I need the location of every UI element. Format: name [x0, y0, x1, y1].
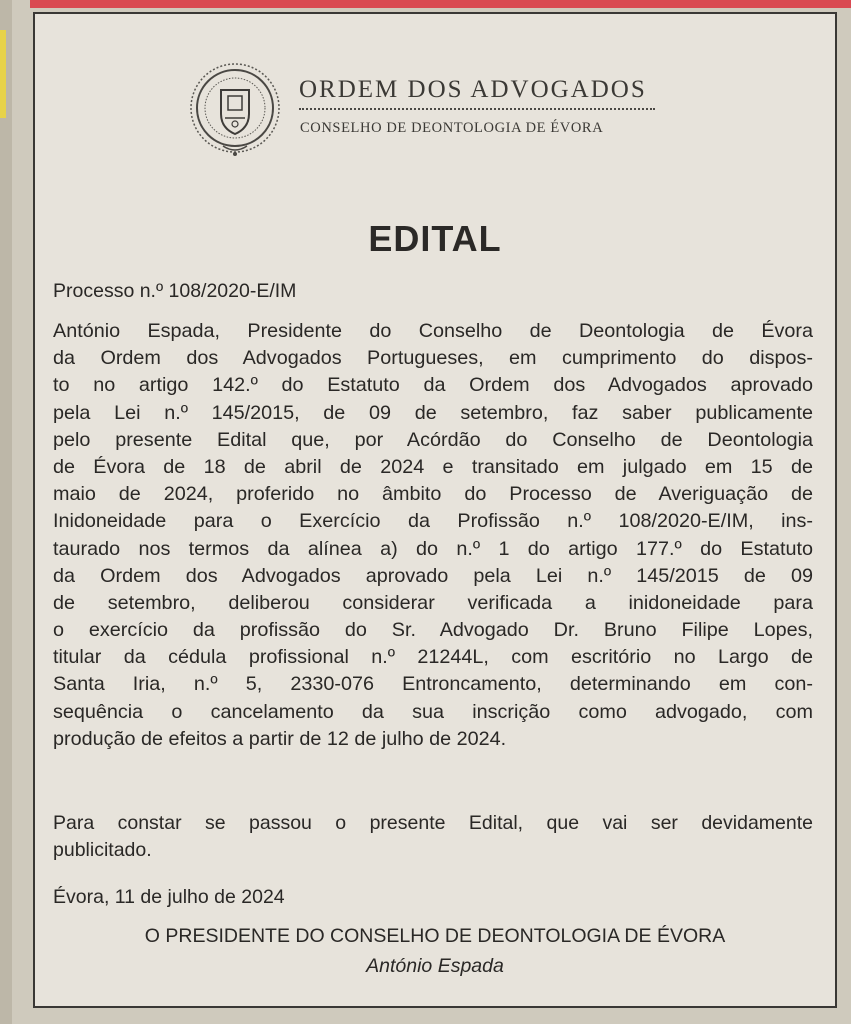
body-line: o exercício da profissão do Sr. Advogado Dr. Bruno Filipe Lopes,	[53, 619, 813, 642]
body-line: da Ordem dos Advogados Portugueses, em cumprimento do dispos-	[53, 347, 813, 370]
closing-line: Para constar se passou o presente Edital, que vai ser devidamente	[53, 812, 813, 834]
organization-name: ORDEM DOS ADVOGADOS	[299, 76, 647, 103]
body-line: maio de 2024, proferido no âmbito do Processo de Averiguação de	[53, 483, 813, 506]
notice-body	[53, 318, 813, 753]
body-line: titular da cédula profissional n.º 21244L, com escritório no Largo de	[53, 646, 813, 669]
body-line: Santa Iria, n.º 5, 2330-076 Entroncamento, determinando em con-	[53, 673, 813, 696]
signature-name: António Espada	[366, 955, 504, 977]
notice-title: EDITAL	[368, 218, 502, 259]
adjacent-column-mark	[0, 30, 6, 118]
signature-title: O PRESIDENTE DO CONSELHO DE DEONTOLOGIA DE ÉVORA	[144, 925, 726, 947]
organization-subtitle: CONSELHO DE DEONTOLOGIA DE ÉVORA	[300, 120, 604, 136]
body-line: António Espada, Presidente do Conselho de Deontologia de Évora	[53, 320, 813, 342]
body-line: to no artigo 142.º do Estatuto da Ordem dos Advogados aprovado	[53, 374, 813, 397]
edital-notice	[33, 12, 837, 1008]
closing-paragraph	[53, 810, 813, 864]
body-line: de setembro, deliberou considerar verificada a inidoneidade para	[53, 591, 813, 614]
notice-date: Évora, 11 de julho de 2024	[53, 886, 285, 908]
body-line: pelo presente Edital que, por Acórdão do Conselho de Deontologia	[53, 428, 813, 451]
body-line: da Ordem dos Advogados aprovado pela Lei n.º 145/2015 de 09	[53, 564, 813, 587]
notice-header	[187, 58, 667, 168]
body-line: de Évora de 18 de abril de 2024 e transitado em julgado em 15 de	[53, 455, 813, 478]
page-top-strip	[30, 0, 851, 8]
ordem-dos-advogados-seal-icon	[187, 58, 283, 162]
body-line: produção de efeitos a partir de 12 de julho de 2024.	[53, 727, 507, 750]
body-line: Inidoneidade para o Exercício da Profissão n.º 108/2020-E/IM, ins-	[53, 510, 813, 533]
body-line: taurado nos termos da alínea a) do n.º 1 do artigo 177.º do Estatuto	[53, 537, 813, 560]
header-divider	[299, 108, 655, 110]
process-number: Processo n.º 108/2020-E/IM	[53, 280, 297, 302]
body-line: sequência o cancelamento da sua inscrição como advogado, com	[53, 700, 813, 723]
closing-line: publicitado.	[53, 839, 152, 862]
adjacent-column-edge	[0, 0, 12, 1024]
body-line: pela Lei n.º 145/2015, de 09 de setembro, faz saber publicamente	[53, 401, 813, 424]
